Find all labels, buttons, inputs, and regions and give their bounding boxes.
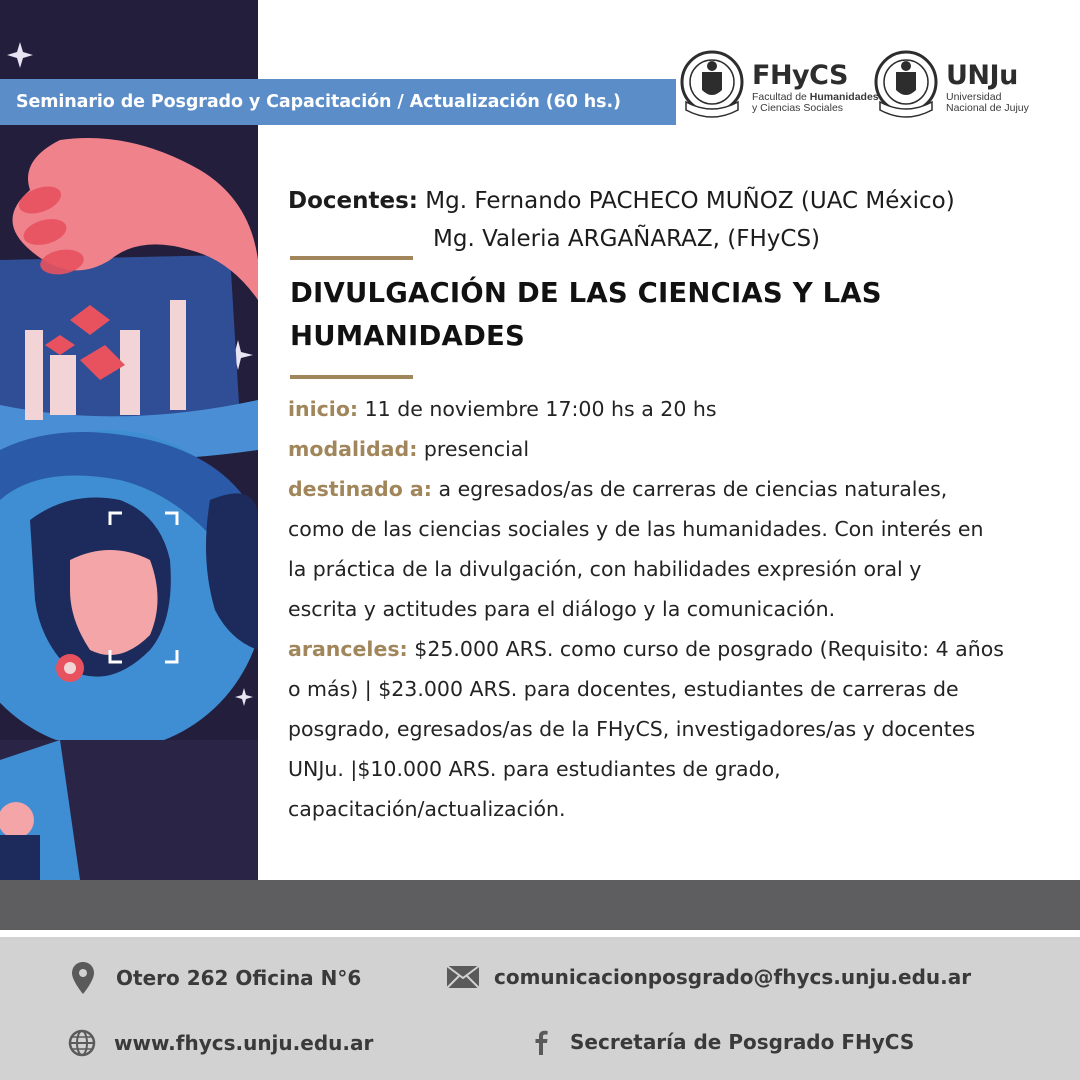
fhycs-acronym: FHyCS xyxy=(752,60,848,91)
facebook-icon xyxy=(534,1029,548,1055)
detail-destinado: destinado a: a egresados/as de carreras de ciencias naturales, como de las ciencias sociales y de las humanidades. Con interés en la práctica de la divulgación, con habilidades expresión oral y escrita y actitudes para el diálogo y la comunicación. xyxy=(288,477,984,621)
detail-aranceles: aranceles: $25.000 ARS. como curso de posgrado (Requisito: 4 años o más) | $23.000 ARS. para docentes, estudiantes de carreras de posgrado, egresados/as de la FHyCS, investigadores/as y docentes UNJu. |$10.000 ARS. para estudiantes de grado, capacitación/actualización. xyxy=(288,637,1004,821)
location-pin-icon xyxy=(72,962,94,994)
course-title: DIVULGACIÓN DE LAS CIENCIAS Y LAS HUMANIDADES xyxy=(290,277,882,352)
facebook-item[interactable] xyxy=(534,1029,914,1055)
fhycs-subtitle: Facultad de Humanidades y Ciencias Sociales xyxy=(752,91,879,114)
docente-name: Mg. Valeria ARGAÑARAZ, (FHyCS) xyxy=(433,226,821,252)
docentes-block xyxy=(288,182,955,258)
detail-inicio: inicio: 11 de noviembre 17:00 hs a 20 hs xyxy=(288,397,717,421)
envelope-icon xyxy=(446,965,480,989)
globe-icon xyxy=(68,1029,96,1057)
docentes-label: Docentes: xyxy=(288,188,418,214)
address-item xyxy=(72,962,361,994)
contact-footer xyxy=(0,937,1080,1080)
illustration xyxy=(0,0,258,880)
unju-logo xyxy=(874,50,1029,124)
docente-name: Mg. Fernando PACHECO MUÑOZ (UAC México) xyxy=(425,188,955,214)
course-details xyxy=(288,389,1048,829)
website-link[interactable]: www.fhycs.unju.edu.ar xyxy=(114,1031,374,1055)
unju-seal-icon xyxy=(874,50,938,124)
unju-subtitle: Universidad Nacional de Jujuy xyxy=(946,91,1029,114)
footer-bar xyxy=(0,880,1080,930)
facebook-link[interactable]: Secretaría de Posgrado FHyCS xyxy=(570,1030,915,1054)
seminar-banner: Seminario de Posgrado y Capacitación / Actualización (60 hs.) xyxy=(0,79,676,125)
address-text: Otero 262 Oficina N°6 xyxy=(116,966,362,990)
unju-acronym: UNJu xyxy=(946,60,1018,91)
illustration-art xyxy=(0,0,258,880)
fhycs-logo xyxy=(680,50,879,124)
fhycs-seal-icon xyxy=(680,50,744,124)
divider xyxy=(290,375,413,379)
email-item[interactable] xyxy=(446,965,971,989)
website-item[interactable] xyxy=(68,1029,373,1057)
email-link[interactable]: comunicacionposgrado@fhycs.unju.edu.ar xyxy=(494,965,972,989)
detail-modalidad: modalidad: presencial xyxy=(288,437,530,461)
divider xyxy=(290,256,413,260)
